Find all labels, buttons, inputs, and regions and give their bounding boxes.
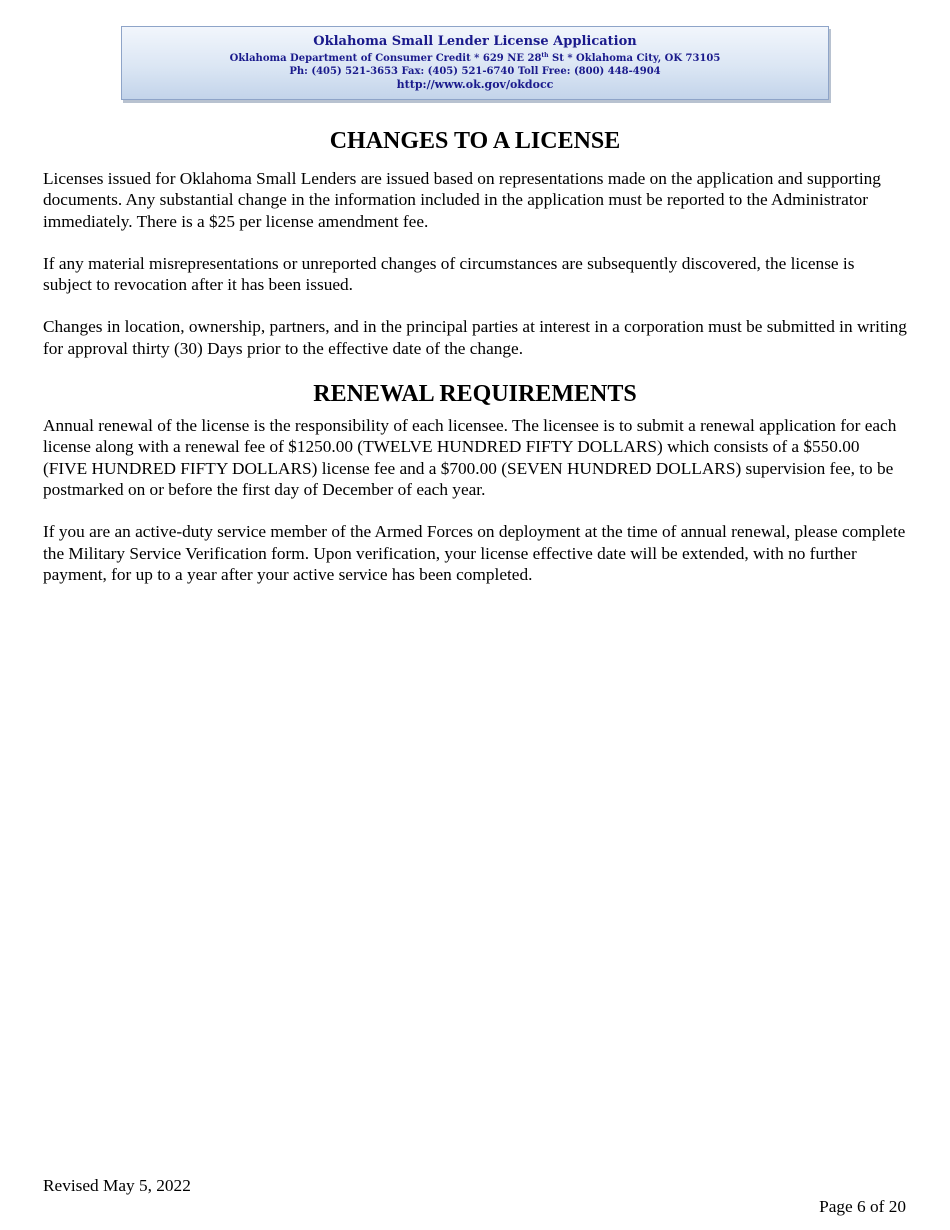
paragraph-changes-3: Changes in location, ownership, partners, and in the principal parties at interest in a corporation must be submitted in writing for approval thirty (30) Days prior to the effective date of the change.: [43, 317, 907, 358]
paragraph-renewal-2: If you are an active-duty service member of the Armed Forces on deployment at the time of annual renewal, please complete the Military Service Verification form. Upon verification, your license effective date will be extended, with no further payment, for up to a year after your active service has been completed.: [43, 522, 906, 584]
header-url-link[interactable]: http://www.ok.gov/okdocc: [396, 78, 554, 91]
paragraph-changes-2: If any material misrepresentations or unreported changes of circumstances are subsequently discovered, the license is subject to revocation after it has been issued.: [43, 253, 855, 295]
document-body: [43, 126, 907, 585]
header-address: [122, 49, 828, 65]
section-heading-changes: CHANGES TO A LICENSE: [329, 128, 621, 154]
header-title: Oklahoma Small Lender License Application: [313, 34, 637, 49]
header-address-prefix: Oklahoma Department of Consumer Credit * 629 NE 28: [229, 53, 542, 64]
document-header: [121, 26, 829, 100]
paragraph-renewal-1: Annual renewal of the license is the responsibility of each licensee. The licensee is to submit a renewal application for each license along with a renewal fee of $1250.00 (TWELVE HUNDRED FIFTY DOLLARS) which consists of a $550.00 (FIVE HUNDRED FIFTY DOLLARS) license fee and a $700.00 (SEVEN HUNDRED DOLLARS) supervision fee, to be postmarked on or before the first day of December of each year.: [43, 416, 897, 499]
header-contact: Ph: (405) 521-3653 Fax: (405) 521-6740 Toll Free: (800) 448-4904: [289, 66, 661, 77]
revised-date: Revised May 5, 2022: [43, 1176, 191, 1195]
header-address-suffix: St * Oklahoma City, OK 73105: [548, 53, 721, 64]
section-heading-renewal: RENEWAL REQUIREMENTS: [313, 381, 637, 408]
page-number: Page 6 of 20: [819, 1197, 906, 1216]
paragraph-changes-1: Licenses issued for Oklahoma Small Lenders are issued based on representations made on the application and supporting documents. Any substantial change in the information included in the application must be reported to the Administrator immediately. There is a $25 per license amendment fee.: [43, 169, 881, 231]
header-address-sup: th: [541, 52, 549, 59]
